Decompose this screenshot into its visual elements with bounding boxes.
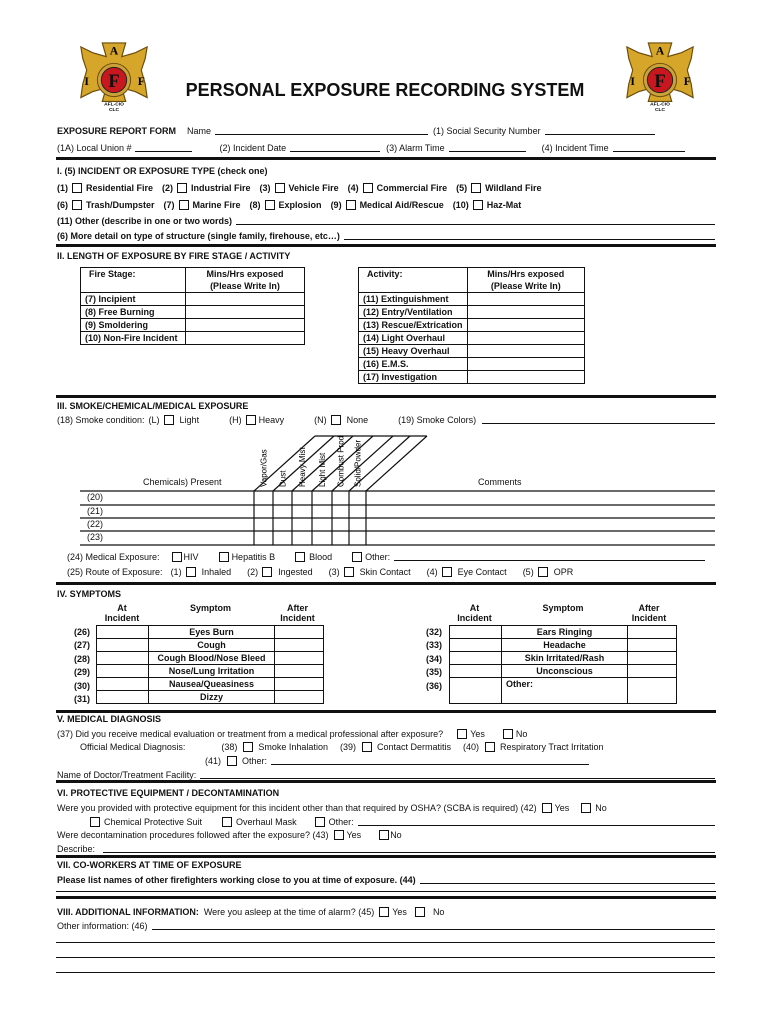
- other-equipment-label: Other:: [328, 816, 354, 827]
- after-incident-cell[interactable]: [628, 652, 677, 665]
- after-incident-cell[interactable]: [628, 626, 677, 639]
- medical-exposure-label: (24) Medical Exposure:: [67, 551, 160, 562]
- svg-text:F: F: [683, 74, 691, 88]
- hepatitis-checkbox[interactable]: [219, 552, 229, 562]
- symptom-number: (36): [426, 680, 443, 691]
- at-incident-header: At: [117, 603, 127, 613]
- type-number: (5): [456, 182, 468, 193]
- divider: [56, 710, 716, 713]
- route-number: (4): [426, 566, 438, 577]
- q42-no-label: No: [595, 802, 607, 813]
- after-incident-cell[interactable]: [628, 678, 677, 704]
- other-diagnosis-row: [205, 755, 589, 767]
- at-incident-header: Incident: [104, 613, 140, 623]
- symptom-row: [97, 665, 324, 678]
- ssn-label: (1) Social Security Number: [433, 125, 541, 136]
- q37-no-label: No: [515, 728, 528, 739]
- incident-type-label: Vehicle Fire: [288, 182, 339, 193]
- after-incident-header: Incident: [280, 613, 315, 623]
- smoke-condition-label: (18) Smoke condition:: [57, 414, 145, 425]
- other-diagnosis-field[interactable]: [271, 755, 589, 765]
- chemical-column-label: Solid/Powder: [353, 439, 363, 487]
- symptom-row: [97, 626, 324, 639]
- diagnosis-label: Contact Dermatitis: [376, 741, 451, 752]
- route-checkbox[interactable]: [262, 567, 272, 577]
- symptom-number: (31): [74, 694, 91, 704]
- incident-type-label: Marine Fire: [192, 199, 241, 210]
- divider: [56, 780, 716, 783]
- chemicals-header: Chemicals) Present: [143, 477, 222, 487]
- mins-header-line2: (Please Write In): [210, 281, 280, 291]
- chemical-column-label: Heavy Mist: [298, 447, 307, 487]
- symptom-row: [97, 678, 324, 691]
- other-info-line[interactable]: [56, 942, 715, 943]
- official-diagnosis-label: Official Medical Diagnosis:: [80, 741, 186, 752]
- route-number: (5): [522, 566, 534, 577]
- symptom-header: Symptom: [542, 603, 584, 613]
- q43-yes-label: Yes: [346, 829, 362, 840]
- symptom-label: Nose/Lung Irritation: [149, 665, 275, 678]
- q37-yes-checkbox[interactable]: [457, 729, 467, 739]
- symptom-number: (34): [426, 653, 443, 664]
- type-number: (10): [452, 199, 469, 210]
- other-exposure-checkbox[interactable]: [352, 552, 362, 562]
- chemical-column-label: Light Mist: [318, 452, 327, 487]
- other-info-field[interactable]: [152, 920, 715, 930]
- union-label: (1A) Local Union #: [57, 142, 132, 153]
- route-label: Ingested: [278, 566, 313, 577]
- doctor-label: Name of Doctor/Treatment Facility:: [57, 769, 197, 780]
- incident-type-label: Commercial Fire: [376, 182, 448, 193]
- symptom-number: (29): [74, 667, 91, 678]
- incident-type-label: Explosion: [278, 199, 322, 210]
- row-label: (17) Investigation: [359, 371, 468, 384]
- symptom-row: [97, 652, 324, 665]
- hiv-checkbox[interactable]: [172, 552, 182, 562]
- suit-checkbox[interactable]: [90, 817, 100, 827]
- row-label: (8) Free Burning: [81, 306, 186, 319]
- chemical-column-label: Vapor/Gas: [259, 449, 269, 487]
- date-label: (2) Incident Date: [219, 142, 287, 153]
- after-incident-header: Incident: [631, 613, 667, 623]
- route-label: OPR: [553, 566, 574, 577]
- hepatitis-label: Hepatitis B: [231, 551, 276, 562]
- suit-label: Chemical Protective Suit: [104, 816, 203, 827]
- divider: [56, 891, 716, 892]
- at-incident-header: At: [469, 603, 480, 613]
- symptom-number: (33): [426, 640, 443, 651]
- section-5-title: V. MEDICAL DIAGNOSIS: [57, 714, 162, 724]
- symptom-row: [97, 691, 324, 704]
- diagnosis-number: (41): [205, 755, 222, 766]
- row-label: (13) Rescue/Extrication: [359, 319, 468, 332]
- type-number: (3): [259, 182, 271, 193]
- svg-text:F: F: [108, 70, 120, 92]
- hiv-label: HIV: [183, 551, 199, 562]
- after-incident-cell[interactable]: [275, 678, 324, 691]
- section-4-title: IV. SYMPTOMS: [57, 589, 122, 599]
- symptom-row: [450, 665, 677, 678]
- svg-text:F: F: [137, 74, 145, 88]
- at-incident-cell[interactable]: [97, 665, 149, 678]
- symptom-row: [450, 652, 677, 665]
- at-incident-cell[interactable]: [97, 639, 149, 652]
- symptom-row: [450, 678, 677, 704]
- at-incident-header: Incident: [457, 613, 492, 623]
- chemical-row-number: (22): [87, 519, 104, 529]
- name-label: Name: [187, 125, 212, 136]
- other-type-label: (11) Other (describe in one or two words): [57, 215, 233, 226]
- row-label: (7) Incipient: [81, 293, 186, 306]
- other-info-line[interactable]: [56, 957, 715, 958]
- svg-text:I: I: [630, 74, 635, 88]
- q42-yes-checkbox[interactable]: [542, 803, 552, 813]
- symptom-row: [450, 639, 677, 652]
- header-label: Fire Stage:: [89, 269, 136, 279]
- q42-no-checkbox[interactable]: [581, 803, 591, 813]
- section-6-title: VI. PROTECTIVE EQUIPMENT / DECONTAMINATION: [57, 788, 280, 798]
- none-num: (N): [314, 414, 327, 425]
- symptom-number: (26): [74, 627, 91, 637]
- type-number: (9): [330, 199, 342, 210]
- after-incident-cell[interactable]: [275, 652, 324, 665]
- equipment-row: [90, 816, 715, 828]
- symptom-label: Other:: [502, 678, 628, 704]
- type-number: (8): [249, 199, 261, 210]
- heavy-label: Heavy: [258, 414, 285, 425]
- diagnosis-checkbox[interactable]: [243, 742, 253, 752]
- incident-type-label: Industrial Fire: [191, 182, 251, 193]
- after-incident-cell[interactable]: [275, 626, 324, 639]
- at-incident-cell[interactable]: [450, 652, 502, 665]
- incident-type-label: Medical Aid/Rescue: [359, 199, 444, 210]
- svg-text:A: A: [109, 44, 119, 58]
- symptom-number: (35): [426, 667, 443, 678]
- q43-row: [57, 829, 402, 841]
- after-incident-cell[interactable]: [275, 639, 324, 652]
- symptom-label: Dizzy: [149, 691, 275, 704]
- symptom-label: Eyes Burn: [149, 626, 275, 639]
- after-incident-cell[interactable]: [275, 691, 324, 704]
- section-8-title: VIII. ADDITIONAL INFORMATION:: [57, 906, 199, 917]
- light-label: Light: [179, 414, 200, 425]
- after-incident-cell[interactable]: [275, 665, 324, 678]
- at-incident-cell[interactable]: [97, 626, 149, 639]
- q43-yes-checkbox[interactable]: [334, 830, 344, 840]
- mins-header-line1: Mins/Hrs exposed: [206, 269, 284, 279]
- symptom-label: Nausea/Queasiness: [149, 678, 275, 691]
- q45-row: [57, 906, 444, 918]
- form-label: EXPOSURE REPORT FORM: [57, 125, 177, 136]
- other-info-line[interactable]: [56, 972, 715, 973]
- symptom-label: Skin Irritated/Rash: [502, 652, 628, 665]
- chemical-row-number: (20): [87, 492, 104, 502]
- row-label: (10) Non-Fire Incident: [81, 332, 186, 345]
- route-number: (2): [247, 566, 259, 577]
- divider: [56, 896, 716, 899]
- q42-yes-label: Yes: [554, 802, 570, 813]
- divider: [56, 582, 716, 585]
- symptom-number: (32): [426, 627, 443, 637]
- other-info-label: Other information: (46): [57, 920, 148, 931]
- coworkers-field[interactable]: [420, 874, 715, 884]
- chemical-row-number: (21): [87, 506, 104, 516]
- other-info-row: [57, 920, 715, 932]
- after-incident-header: After: [638, 603, 660, 613]
- mins-header-line1: Mins/Hrs exposed: [487, 269, 565, 279]
- symptom-number: (28): [74, 653, 91, 664]
- heavy-num: (H): [229, 414, 242, 425]
- route-label: (25) Route of Exposure:: [67, 566, 163, 577]
- at-incident-cell[interactable]: [450, 639, 502, 652]
- diagnosis-number: (38): [221, 741, 238, 752]
- symptom-label: Ears Ringing: [502, 626, 628, 639]
- after-incident-header: After: [286, 603, 308, 613]
- describe-field[interactable]: [103, 843, 715, 853]
- symptom-label: Cough Blood/Nose Bleed: [149, 652, 275, 665]
- symptom-label: Cough: [149, 639, 275, 652]
- row-label: (12) Entry/Ventilation: [359, 306, 468, 319]
- q37-label: (37) Did you receive medical evaluation or treatment from a medical professional after exposure?: [57, 728, 444, 739]
- row-label: (11) Extinguishment: [359, 293, 468, 306]
- at-incident-cell[interactable]: [450, 678, 502, 704]
- route-checkbox[interactable]: [344, 567, 354, 577]
- other-exposure-field[interactable]: [394, 551, 705, 561]
- at-incident-cell[interactable]: [97, 691, 149, 704]
- section-2-title: II. LENGTH OF EXPOSURE BY FIRE STAGE / ACTIVITY: [57, 251, 291, 261]
- row-label: (14) Light Overhaul: [359, 332, 468, 345]
- at-incident-cell[interactable]: [97, 678, 149, 691]
- type-number: (4): [347, 182, 359, 193]
- diagnosis-label: Smoke Inhalation: [258, 741, 328, 752]
- diagnosis-number: (39): [339, 741, 356, 752]
- after-incident-cell[interactable]: [628, 639, 677, 652]
- symptom-number: (27): [74, 640, 91, 651]
- q42-row: [57, 802, 607, 814]
- diagnosis-checkbox[interactable]: [227, 756, 237, 766]
- diagnosis-checkbox[interactable]: [362, 742, 372, 752]
- symptom-table-left: [96, 625, 324, 704]
- doctor-field[interactable]: [200, 769, 715, 779]
- row-label: (15) Heavy Overhaul: [359, 345, 468, 358]
- alarm-label: (3) Alarm Time: [386, 142, 445, 153]
- route-checkbox[interactable]: [538, 567, 548, 577]
- q45-no-label: No: [432, 906, 445, 917]
- q44-label: Please list names of other firefighters working close to you at time of exposure. (44): [57, 874, 416, 885]
- svg-text:A: A: [655, 44, 665, 58]
- after-incident-cell[interactable]: [628, 665, 677, 678]
- route-number: (3): [328, 566, 340, 577]
- q45-yes-label: Yes: [392, 906, 407, 917]
- type-number: (2): [162, 182, 174, 193]
- chemical-row-number: (23): [87, 532, 104, 542]
- medical-exposure-row: [67, 551, 705, 563]
- svg-text:AFL-CIO: AFL-CIO: [104, 102, 124, 108]
- incident-type-label: Haz-Mat: [486, 199, 522, 210]
- row-label: (16) E.M.S.: [359, 358, 468, 371]
- symptom-label: Headache: [502, 639, 628, 652]
- type-number: (1): [57, 182, 68, 193]
- incident-type-label: Residential Fire: [86, 182, 154, 193]
- mask-checkbox[interactable]: [222, 817, 232, 827]
- q44-row: [57, 874, 715, 886]
- page-title: PERSONAL EXPOSURE RECORDING SYSTEM: [185, 80, 585, 100]
- route-label: Skin Contact: [359, 566, 411, 577]
- comments-header: Comments: [478, 477, 522, 487]
- route-checkbox[interactable]: [442, 567, 452, 577]
- symptom-label: Unconscious: [502, 665, 628, 678]
- symptom-table-right: [449, 625, 677, 704]
- symptom-row: [97, 639, 324, 652]
- mins-header-line2: (Please Write In): [490, 281, 561, 291]
- q45-no-checkbox[interactable]: [415, 907, 425, 917]
- section-1-title: I. (5) INCIDENT OR EXPOSURE TYPE (check one): [57, 166, 268, 176]
- other-exposure-label: Other:: [365, 551, 391, 562]
- svg-text:F: F: [654, 70, 666, 92]
- route-label: Eye Contact: [457, 566, 507, 577]
- type-number: (6): [57, 199, 68, 210]
- svg-text:CLC: CLC: [655, 108, 665, 114]
- symptom-number: (30): [74, 680, 91, 691]
- diagnosis-label: Respiratory Tract Irritation: [500, 741, 604, 752]
- diagnosis-checkbox[interactable]: [485, 742, 495, 752]
- smoke-colors-label: (19) Smoke Colors): [398, 414, 477, 425]
- blood-label: Blood: [309, 551, 333, 562]
- svg-text:AFL-CIO: AFL-CIO: [650, 102, 670, 108]
- q37-row: [57, 728, 527, 740]
- header-label: Activity:: [367, 269, 403, 279]
- mask-label: Overhaul Mask: [236, 816, 297, 827]
- blood-checkbox[interactable]: [295, 552, 305, 562]
- section-7-title: VII. CO-WORKERS AT TIME OF EXPOSURE: [57, 860, 242, 870]
- divider: [56, 855, 716, 858]
- light-num: (L): [148, 414, 160, 425]
- row-label: (9) Smoldering: [81, 319, 186, 332]
- chemical-column-label: Dust: [278, 470, 288, 487]
- symptom-row: [450, 626, 677, 639]
- q37-no-checkbox[interactable]: [503, 729, 513, 739]
- q43-label: Were decontamination procedures followed after the exposure? (43): [57, 829, 329, 840]
- route-label: Inhaled: [201, 566, 232, 577]
- route-checkbox[interactable]: [186, 567, 196, 577]
- svg-text:CLC: CLC: [109, 108, 119, 114]
- incident-type-label: Trash/Dumpster: [86, 199, 155, 210]
- at-incident-cell[interactable]: [97, 652, 149, 665]
- type-number: (7): [163, 199, 175, 210]
- q43-no-checkbox[interactable]: [379, 830, 389, 840]
- other-equipment-checkbox[interactable]: [315, 817, 325, 827]
- none-label: None: [346, 414, 369, 425]
- time-label: (4) Incident Time: [541, 142, 609, 153]
- svg-text:I: I: [84, 74, 89, 88]
- section-3-title: III. SMOKE/CHEMICAL/MEDICAL EXPOSURE: [57, 401, 249, 411]
- describe-row: [57, 843, 715, 855]
- q37-yes-label: Yes: [470, 728, 485, 739]
- route-row: [67, 566, 573, 578]
- diagnosis-row: [80, 741, 604, 753]
- q45-label: Were you asleep at the time of alarm? (45): [203, 906, 375, 917]
- diagonal-header-line: [366, 436, 427, 491]
- q45-yes-checkbox[interactable]: [379, 907, 389, 917]
- at-incident-cell[interactable]: [450, 626, 502, 639]
- at-incident-cell[interactable]: [450, 665, 502, 678]
- structure-detail-label: (6) More detail on type of structure (single family, firehouse, etc…): [57, 230, 340, 241]
- other-equipment-field[interactable]: [358, 816, 715, 826]
- symptom-header: Symptom: [189, 603, 231, 613]
- q43-no-label: No: [390, 829, 402, 840]
- route-number: (1): [170, 566, 182, 577]
- q42-label: Were you provided with protective equipment for this incident other than that required by OSHA? (SCBA is required) (42): [57, 802, 537, 813]
- diagnosis-label: Other:: [242, 755, 268, 766]
- describe-label: Describe:: [57, 843, 96, 854]
- diagnosis-number: (40): [463, 741, 480, 752]
- chemical-column-label: Combust Prod: [336, 435, 346, 487]
- incident-type-label: Wildland Fire: [485, 182, 542, 193]
